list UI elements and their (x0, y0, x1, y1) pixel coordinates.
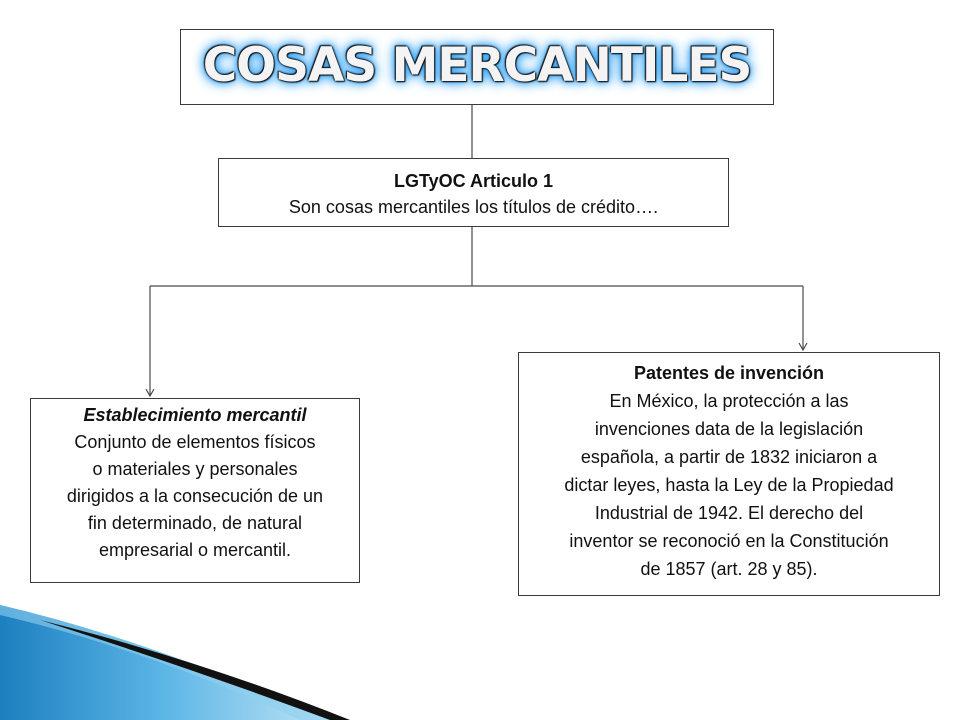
patentes-box (518, 352, 940, 596)
patentes-line: inventor se reconoció en la Constitución (569, 531, 889, 551)
page-title: COSAS MERCANTILES (202, 38, 752, 93)
patentes-line: española, a partir de 1832 iniciaron a (580, 447, 878, 467)
establecimiento-heading: Establecimiento mercantil (83, 405, 307, 425)
patentes-line: dictar leyes, hasta la Ley de la Propiedad (564, 475, 894, 495)
establecimiento-box (30, 398, 360, 583)
patentes-line: invenciones data de la legislación (594, 419, 864, 439)
patentes-line: Industrial de 1942. El derecho del (594, 503, 864, 523)
establecimiento-line: dirigidos a la consecución de un (66, 486, 324, 506)
patentes-line: de 1857 (art. 28 y 85). (640, 559, 818, 579)
law-text: Son cosas mercantiles los títulos de crédito…. (288, 197, 659, 217)
law-article-box (218, 158, 729, 227)
establecimiento-line: empresarial o mercantil. (98, 540, 292, 560)
establecimiento-line: fin determinado, de natural (87, 513, 303, 533)
patentes-heading: Patentes de invención (633, 363, 825, 383)
patentes-line: En México, la protección a las (609, 391, 849, 411)
establecimiento-line: o materiales y personales (92, 459, 298, 479)
establecimiento-line: Conjunto de elementos físicos (74, 432, 316, 452)
title-box (180, 29, 774, 105)
law-heading: LGTyOC Articulo 1 (393, 171, 553, 191)
